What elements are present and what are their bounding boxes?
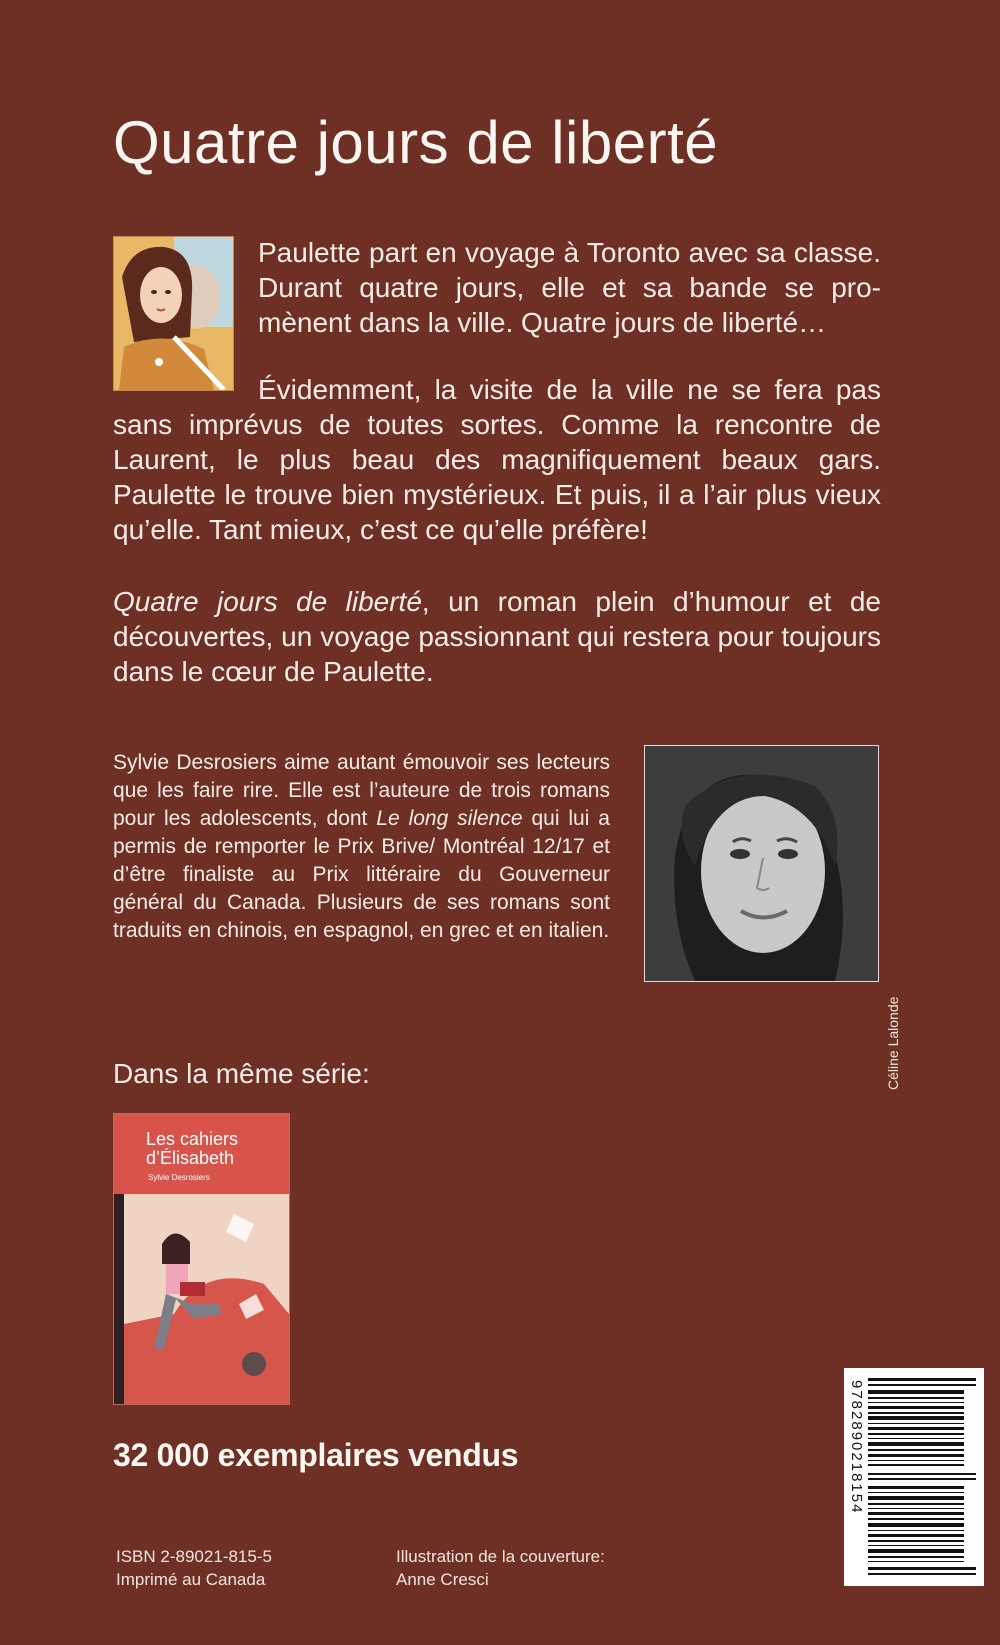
series-cover-title-line2: d’Élisabeth bbox=[146, 1148, 235, 1168]
photo-credit-wrap bbox=[883, 980, 901, 1090]
series-cover-spine bbox=[114, 1194, 124, 1404]
footer-isbn-block bbox=[116, 1545, 272, 1591]
copies-sold: 32 000 exemplaires vendus bbox=[113, 1437, 519, 1473]
series-book-cover bbox=[113, 1113, 290, 1405]
barcode-digits: 9782890218154 bbox=[848, 1380, 865, 1515]
series-cover-title bbox=[146, 1130, 238, 1168]
summary-paragraph-2 bbox=[113, 372, 881, 547]
illustrator-name: Anne Cresci bbox=[396, 1570, 489, 1589]
summary-p3-title: Quatre jours de liberté bbox=[113, 586, 422, 617]
illustration-label: Illustration de la couverture: bbox=[396, 1547, 605, 1566]
printed-in: Imprimé au Canada bbox=[116, 1570, 266, 1589]
book-title: Quatre jours de liberté bbox=[113, 109, 719, 176]
summary-p2-first: Évidemment, la visite de la ville ne se fera pas bbox=[258, 374, 881, 405]
bio-part-2: qui lui a permis de remporter le Prix Brive/ Montréal 12/17 et d’être finaliste au Prix littéraire du Gouverneur général du Canada. Plusieurs de ses romans sont traduits en chinois, en espagnol, en grec et en italien. bbox=[113, 807, 610, 942]
isbn: ISBN 2-89021-815-5 bbox=[116, 1547, 272, 1566]
photo-credit: Céline Lalonde bbox=[885, 996, 901, 1090]
summary-line: Durant quatre jours, elle et sa bande se pro- bbox=[258, 272, 881, 303]
series-label: Dans la même série: bbox=[113, 1058, 370, 1089]
footer-illustration-block bbox=[396, 1545, 605, 1591]
summary-paragraph-3 bbox=[113, 584, 881, 689]
summary-p2-rest: sans imprévus de toutes sortes. Comme la rencontre de Laurent, le plus beau des magnifiquement beaux gars. Paulette le trouve bien mystérieux. Et puis, il a l’air plus vieux qu’elle. Tant mieux, c’est ce qu’elle préfère! bbox=[113, 409, 881, 545]
series-cover-author: Sylvie Desrosiers bbox=[148, 1173, 210, 1182]
series-cover-title-line1: Les cahiers bbox=[146, 1129, 239, 1149]
summary-p3-rest: , un roman plein d’humour et de découvertes, un voyage passionnant qui restera pour toujours dans le cœur de Paulette. bbox=[113, 586, 881, 687]
barcode bbox=[844, 1368, 984, 1586]
bio-book-title: Le long silence bbox=[376, 807, 523, 830]
bio-part-1: Sylvie Desrosiers aime autant émouvoir ses lecteurs que les faire rire. Elle est l’auteure de trois romans pour les adolescents, dont bbox=[113, 751, 610, 830]
author-photo bbox=[644, 745, 879, 982]
summary-line: mènent dans la ville. Quatre jours de liberté… bbox=[258, 307, 827, 338]
summary-line: Paulette part en voyage à Toronto avec sa classe. bbox=[258, 237, 881, 268]
author-bio bbox=[113, 749, 610, 945]
summary-paragraph-1 bbox=[113, 235, 881, 340]
barcode-bars bbox=[868, 1378, 976, 1576]
